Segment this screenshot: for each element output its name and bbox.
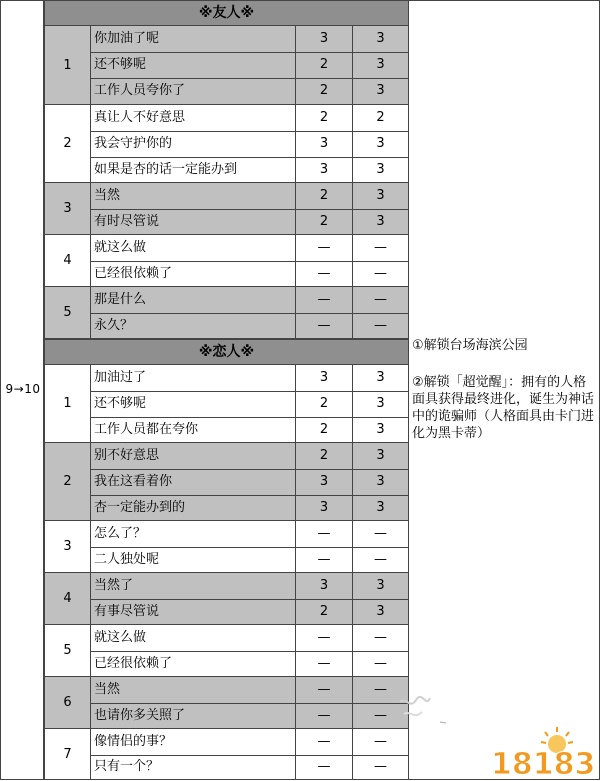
row-text: 二人独处呢 — [91, 547, 296, 573]
group-number: 2 — [45, 105, 91, 182]
row-value-1: 2 — [296, 105, 353, 131]
table-row — [91, 261, 408, 287]
row-value-2: — — [374, 318, 387, 333]
note-unlock-location: ①解锁台场海滨公园 — [412, 338, 528, 353]
row-value-2: 3 — [376, 396, 385, 411]
row-value-2: — — [374, 266, 387, 281]
row-text: 别不好意思 — [91, 443, 296, 469]
row-text: 工作人员夸你了 — [91, 78, 296, 104]
row-value-2: 3 — [376, 500, 385, 515]
row-text: 还不够呢 — [91, 52, 296, 78]
table-row — [91, 52, 408, 78]
row-text: 已经很依赖了 — [91, 261, 296, 287]
logo-text: 18183 — [491, 747, 596, 780]
row-text: 像情侣的事？ — [91, 729, 296, 755]
choice-group — [44, 729, 409, 780]
row-text: 还不够呢 — [91, 391, 296, 417]
row-value-2: 3 — [376, 188, 385, 203]
row-value-2: — — [374, 552, 387, 567]
row-value-1: — — [296, 521, 353, 547]
row-text: 永久？ — [91, 313, 296, 339]
group-number: 2 — [45, 443, 91, 520]
level-label: 9→10 — [5, 382, 41, 396]
row-value-1: 3 — [296, 26, 353, 52]
scribble-mark — [396, 688, 446, 728]
table-row — [91, 625, 408, 651]
row-text: 加油过了 — [91, 365, 296, 391]
table-row — [91, 417, 408, 443]
table-row — [91, 131, 408, 157]
group-number: 4 — [45, 573, 91, 624]
row-value-2: 3 — [376, 578, 385, 593]
choice-group — [44, 573, 409, 625]
choice-group — [44, 287, 409, 339]
table-row — [91, 729, 408, 755]
row-text: 我在这看着你 — [91, 469, 296, 495]
table-row — [91, 703, 408, 729]
group-number: 4 — [45, 235, 91, 286]
row-value-1: 2 — [296, 52, 353, 78]
table-row — [91, 209, 408, 235]
table-row — [91, 755, 408, 779]
row-value-1: — — [296, 703, 353, 729]
group-number: 6 — [45, 677, 91, 728]
row-value-1: — — [296, 755, 353, 779]
table-row — [91, 365, 408, 391]
table-row — [91, 183, 408, 209]
row-value-2: — — [374, 682, 387, 697]
row-value-1: 2 — [296, 183, 353, 209]
row-text: 那是什么 — [91, 287, 296, 313]
row-text: 真让人不好意思 — [91, 105, 296, 131]
row-value-1: 3 — [296, 365, 353, 391]
choice-group — [44, 625, 409, 677]
group-number: 5 — [45, 625, 91, 676]
table-row — [91, 391, 408, 417]
row-value-2: — — [374, 240, 387, 255]
row-value-1: 2 — [296, 391, 353, 417]
row-text: 有时尽管说 — [91, 209, 296, 235]
level-cell — [0, 0, 44, 780]
row-value-1: 3 — [296, 573, 353, 599]
group-number: 3 — [45, 521, 91, 572]
table-row — [91, 573, 408, 599]
row-value-1: — — [296, 313, 353, 339]
row-text: 有事尽管说 — [91, 599, 296, 625]
row-value-1: — — [296, 729, 353, 755]
group-number: 1 — [45, 26, 91, 104]
choice-group — [44, 365, 409, 443]
row-text: 你加油了呢 — [91, 26, 296, 52]
table-row — [91, 105, 408, 131]
row-text: 如果是杏的话一定能办到 — [91, 157, 296, 183]
choice-group — [44, 521, 409, 573]
row-value-2: — — [374, 630, 387, 645]
row-value-1: — — [296, 235, 353, 261]
group-number: 5 — [45, 287, 91, 338]
table-row — [91, 521, 408, 547]
row-value-1: — — [296, 547, 353, 573]
row-value-1: 2 — [296, 417, 353, 443]
table-row — [91, 313, 408, 339]
row-value-1: 2 — [296, 443, 353, 469]
row-value-1: — — [296, 625, 353, 651]
row-value-1: 3 — [296, 469, 353, 495]
row-value-2: — — [374, 526, 387, 541]
row-value-1: 2 — [296, 209, 353, 235]
table-row — [91, 469, 408, 495]
group-number: 1 — [45, 365, 91, 442]
section-header-lover: ※恋人※ — [44, 339, 409, 365]
row-value-2: 3 — [376, 448, 385, 463]
row-text: 当然了 — [91, 573, 296, 599]
table-row — [91, 443, 408, 469]
row-value-2: — — [374, 759, 387, 774]
row-value-1: 3 — [296, 157, 353, 183]
table-row — [91, 78, 408, 104]
row-value-2: — — [374, 656, 387, 671]
choice-group — [44, 105, 409, 183]
row-text: 已经很依赖了 — [91, 651, 296, 677]
row-value-1: 3 — [296, 495, 353, 521]
section-header-friend: ※友人※ — [44, 0, 409, 26]
row-value-1: — — [296, 651, 353, 677]
row-value-2: 3 — [376, 31, 385, 46]
row-value-2: 3 — [376, 214, 385, 229]
row-value-2: 3 — [376, 474, 385, 489]
row-value-2: — — [374, 708, 387, 723]
row-value-2: 2 — [376, 110, 385, 125]
row-text: 就这么做 — [91, 235, 296, 261]
row-text: 怎么了？ — [91, 521, 296, 547]
row-text: 杏一定能办到的 — [91, 495, 296, 521]
row-value-1: 2 — [296, 599, 353, 625]
row-text: 工作人员都在夸你 — [91, 417, 296, 443]
row-text: 当然 — [91, 183, 296, 209]
row-value-1: 2 — [296, 78, 353, 104]
choice-group — [44, 677, 409, 729]
table-row — [91, 287, 408, 313]
row-text: 当然 — [91, 677, 296, 703]
row-text: 就这么做 — [91, 625, 296, 651]
table-row — [91, 599, 408, 625]
row-value-2: — — [374, 292, 387, 307]
site-logo — [487, 722, 597, 780]
row-value-2: 3 — [376, 604, 385, 619]
choice-group — [44, 235, 409, 287]
table-row — [91, 235, 408, 261]
table-row — [91, 547, 408, 573]
row-text: 我会守护你的 — [91, 131, 296, 157]
table-row — [91, 26, 408, 52]
row-value-2: 3 — [376, 370, 385, 385]
table-row — [91, 651, 408, 677]
note-unlock-awakening: ②解锁「超觉醒」：拥有的人格面具获得最终进化，诞生为神话中的诡骗师（人格面具由卡门进化为黑卡蒂） — [412, 375, 595, 441]
group-number: 3 — [45, 183, 91, 234]
row-value-1: 3 — [296, 131, 353, 157]
table-row — [91, 495, 408, 521]
choice-group — [44, 183, 409, 235]
choice-group — [44, 443, 409, 521]
table-row — [91, 157, 408, 183]
row-value-2: — — [374, 734, 387, 749]
row-value-2: 3 — [376, 83, 385, 98]
row-value-2: 3 — [376, 57, 385, 72]
choice-group — [44, 26, 409, 105]
row-value-2: 3 — [376, 136, 385, 151]
group-number: 7 — [45, 729, 91, 779]
row-value-1: — — [296, 261, 353, 287]
table-row — [91, 677, 408, 703]
row-value-1: — — [296, 677, 353, 703]
row-value-1: — — [296, 287, 353, 313]
row-text: 也请你多关照了 — [91, 703, 296, 729]
row-value-2: 3 — [376, 162, 385, 177]
row-value-2: 3 — [376, 422, 385, 437]
row-text: 只有一个？ — [91, 755, 296, 779]
